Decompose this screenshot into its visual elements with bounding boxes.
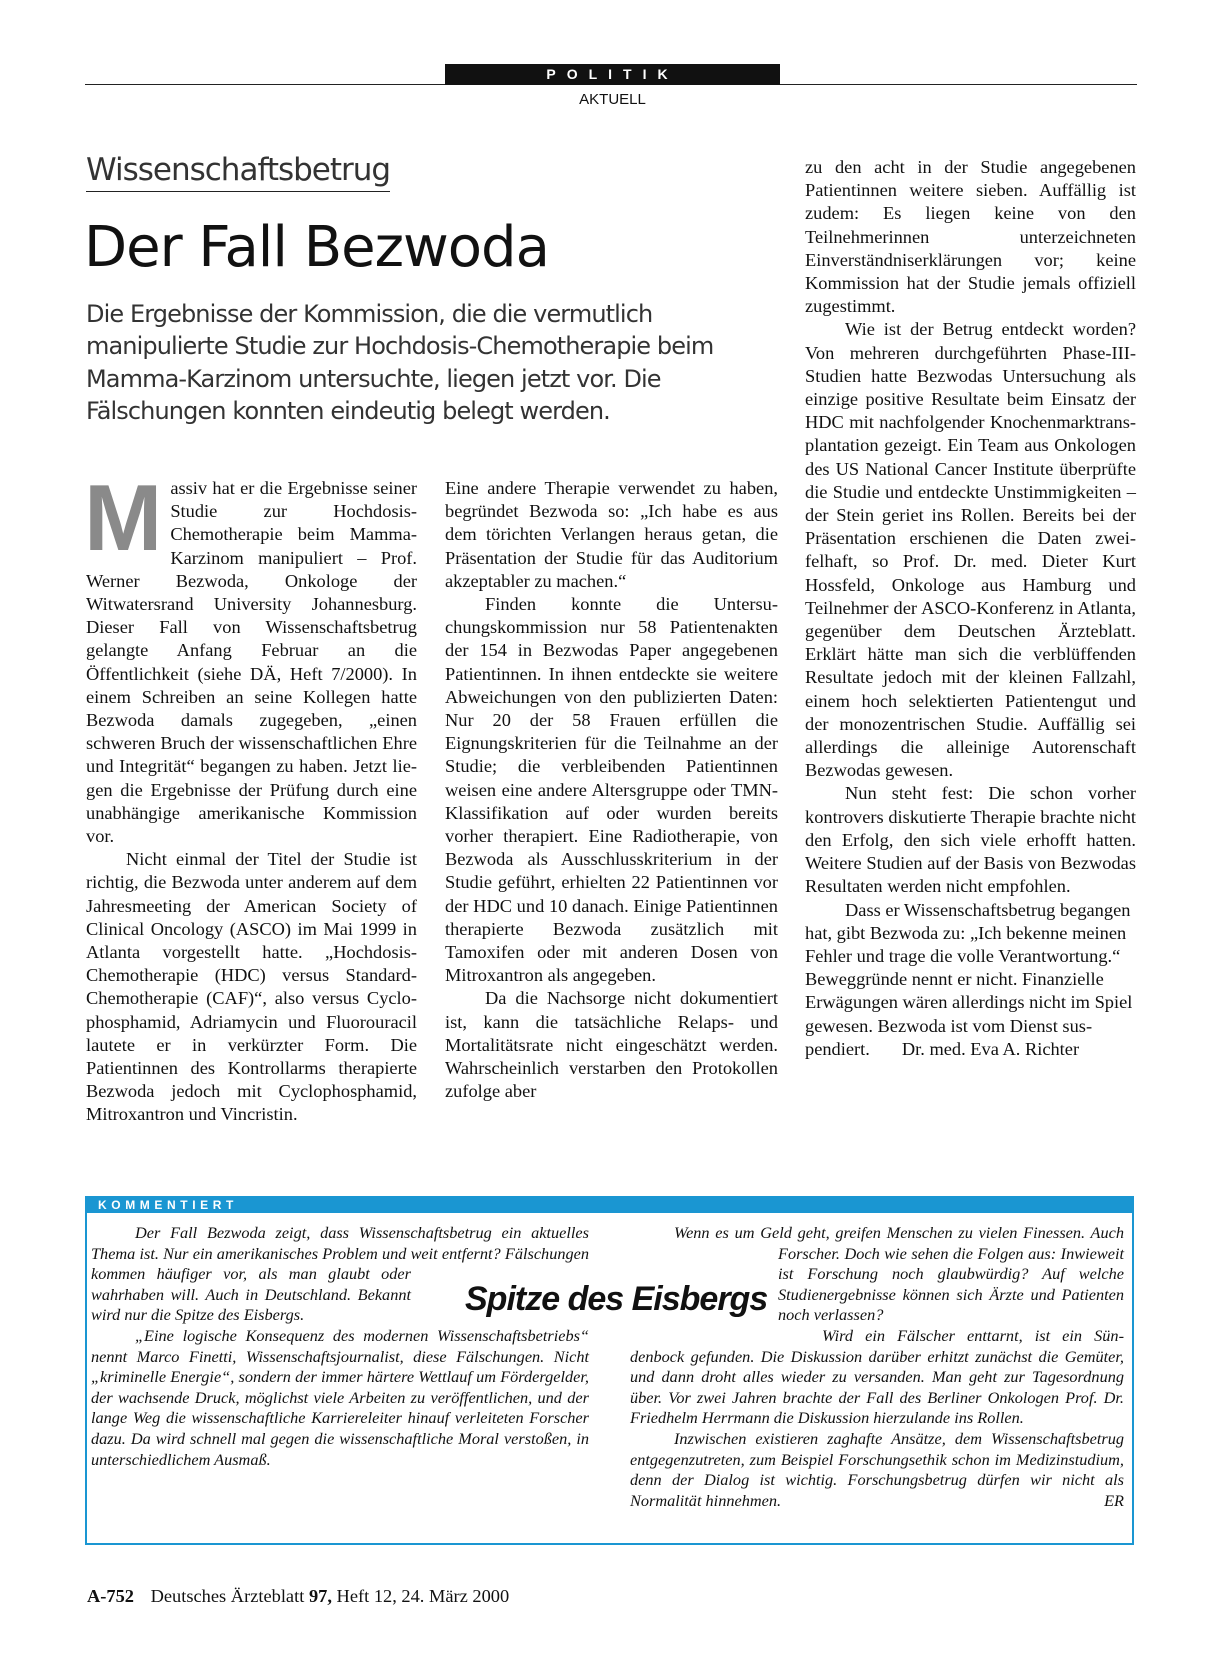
commentary-column-left xyxy=(87,1223,589,1470)
commentary-signature: ER xyxy=(1104,1490,1124,1510)
commentary-paragraph: „Eine logische Konsequenz des modernen Wissenschaftsbetriebs“ nennt Marco Finetti, Wissenschaftsjournalist, diese Fälschungen. Nicht „kriminelle Energie“, sondern der immer härtere Wettlauf um Fördergelder, der wachsende Druck, möglichst viele Arbeiten zu veröffentlichen, und der lange Weg die wissenschaftliche Karriereleiter hinauf verleiteten Forscher dazu. Da wird schnell mal gegen die wissenschaftliche Moral verstoßen, in unterschiedlichem Ausmaß. xyxy=(91,1325,589,1469)
article-lead: Die Ergebnisse der Kommission, die die vermutlich manipulierte Studie zur Hochdosis-Chemotherapie beim Mamma-Karzinom untersuchte, liegen jetzt vor. Die Fälschungen konnten eindeutig belegt werden. xyxy=(86,300,714,425)
page-footer xyxy=(87,1586,509,1607)
author-byline: Dr. med. Eva A. Richter xyxy=(901,1038,1080,1059)
commentary-paragraph: Der Fall Bezwoda zeigt, dass Wissenschaftsbetrug ein aktuelles Thema ist. Nur ein amerikanisches Problem und weit entfernt? Fälschungen kommen häufiger vor, als man glaubt oder wahrhaben will. Auch in Deutschland. Bekannt wird nur die Spitze des Eisbergs. xyxy=(91,1223,589,1325)
journal-name: Deutsches Ärzteblatt xyxy=(150,1586,305,1606)
page-number: A-752 xyxy=(87,1586,134,1606)
commentary-column-right xyxy=(630,1223,1124,1511)
journal-volume: 97, xyxy=(308,1586,332,1606)
commentary-box xyxy=(85,1196,1134,1545)
commentary-paragraph: Wird ein Fälscher enttarnt, ist ein Sündenbock gefunden. Die Diskussion darüber erhitzt zunächst die Gemüter, und dann droht alles wieder zu versanden. Man geht zur Tagesordnung über. Vor zwei Jahren brachte der Fall des Berliner Onkologen Prof. Dr. Friedhelm Herrmann die Diskussion hierzulande ins Rollen. xyxy=(630,1325,1124,1428)
paragraph: Da die Nachsorge nicht dokumentiert ist, kann die tatsächliche Relaps- und Mortalitätsrate nicht eingeschätzt werden. Wahrscheinlich verstarben den Protokollen zufolge aber xyxy=(445,988,778,1102)
paragraph: Finden konnte die Untersuchungskommission nur 58 Patientenakten der 154 in Bezwodas Paper angegebenen Patientinnen. In ihnen entdeckte sie weitere Abweichungen von den publizierten Daten: Nur 20 der 58 Frauen erfüllen die Eignungskriterien für die Teilnahme an der Studie; die verbleibenden Patientinnen weisen eine andere Altersgruppe oder TMN-Klassifikation auf oder wurden bereits vorher therapiert. Eine Radiotherapie, von Bezwoda als Ausschlusskriterium in der Studie geführt, erhielten 22 Patientinnen vor der HDC und 10 danach. Einige Patientinnen therapierte Bezwoda zusätzlich mit Tamoxifen oder mit anderen Dosen von Mitroxantron als angegeben. xyxy=(445,594,778,986)
article-column-3 xyxy=(805,156,1136,1061)
article-kicker: Wissenschaftsbetrug xyxy=(86,150,390,192)
paragraph: Nun steht fest: Die schon vorher kontrovers diskutierte Therapie brachte nicht den Erfolg, den sich viele erhofft hatten. Weitere Studien auf der Basis von Bezwodas Resultaten werden nicht empfohlen. xyxy=(805,783,1136,897)
commentary-paragraph: Inzwischen existieren zaghafte Ansätze, dem Wissenschaftsbetrug entgegenzutreten, zum Beispiel Forschungsethik schon im Medizinstudium, denn der Dialog ist wichtig. Forschungsbetrug dürfen wir nicht als Normalität hinnehmen. xyxy=(630,1428,1124,1510)
subsection-label: AKTUELL xyxy=(579,91,646,108)
section-label: POLITIK xyxy=(445,64,780,85)
paragraph: zu den acht in der Studie angegebenen Patientinnen weitere sieben. Auffällig ist zudem: Es liegen keine von den Teilnehmerinnen unterzeichneten Einverständniserklärungen vor; keine Kommission hat der Studie jemals offiziell zugestimmt. xyxy=(805,157,1136,317)
article-headline: Der Fall Bezwoda xyxy=(84,215,549,280)
paragraph: assiv hat er die Ergebnisse seiner Studie zur Hochdosis-Chemotherapie beim Mamma-Karzinom manipuliert – Prof. Werner Bezwoda, Onkologe der Witwatersrand University Johannesburg. Dieser Fall von Wissenschaftsbetrug gelangte Anfang Februar an die Öffentlichkeit (siehe DÄ, Heft 7/2000). In einem Schreiben an seine Kollegen hatte Bezwoda damals zugegeben, „einen schweren Bruch der wissenschaftlichen Ehre und Integrität“ begangen zu haben. Jetzt liegen die Ergebnisse der Prüfung durch eine unabhängige amerikanische Kommission vor. xyxy=(86,478,417,847)
drop-cap: M xyxy=(84,465,163,570)
journal-issue: Heft 12, 24. März 2000 xyxy=(336,1586,510,1606)
commentary-label: KOMMENTIERT xyxy=(98,1198,238,1212)
paragraph: Eine andere Therapie verwendet zu haben, begründet Bezwoda so: „Ich habe es aus dem törichten Verlangen heraus getan, die Präsentation der Studie für das Auditorium akzeptabler zu machen.“ xyxy=(445,478,778,591)
commentary-paragraph: Wenn es um Geld geht, greifen Menschen zu vielen Finessen. Auch Forscher. Doch wie sehen die Folgen aus: Inwieweit ist Forschung noch glaubwürdig? Auf welche Studienergebnisse können sich Ärzte und Patienten noch verlassen? xyxy=(674,1223,1124,1325)
paragraph: Wie ist der Betrug entdeckt worden? Von mehreren durchgeführten Phase-III-Studien hatte Bezwodas Untersuchung als einzige positive Resultate beim Einsatz der HDC mit nachfolgender Knochenmarktransplantation gezeigt. Ein Team aus Onkologen des US National Cancer Institute überprüfte die Studie und entdeckte Unstimmigkeiten – der Stein geriet ins Rollen. Bereits bei der Präsentation erschienen die Daten zweifelhaft, so Prof. Dr. med. Dieter Kurt Hossfeld, Onkologe aus Hamburg und Teilnehmer der ASCO-Konferenz in Atlanta, gegenüber dem Deutschen Ärzteblatt. Erklärt hätte man sich die verblüffenden Resultate jedoch mit der kleinen Fallzahl, einem hoch selektierten Patientengut und der monozentrischen Studie. Auffällig sei allerdings die alleinige Autorenschaft Bezwodas gewesen. xyxy=(805,319,1136,781)
paragraph-last xyxy=(805,899,1136,1061)
article-column-2 xyxy=(445,477,778,1103)
paragraph-text: Dass er Wissenschaftsbetrug begangen hat, gibt Bezwoda zu: „Ich bekenne meinen Fehler und trage die volle Verantwortung.“ Beweggründe nennt er nicht. Finanzielle Erwägungen wären allerdings nicht im Spiel gewesen. Bezwoda ist vom Dienst suspendiert. xyxy=(805,899,1133,1059)
article-column-1 xyxy=(84,465,417,1127)
commentary-header-bar xyxy=(87,1198,1132,1213)
commentary-title: Spitze des Eisbergs xyxy=(465,1280,768,1318)
paragraph: Nicht einmal der Titel der Studie ist richtig, die Bezwoda unter anderem auf dem Jahresmeeting der American Society of Clinical Oncology (ASCO) im Mai 1999 in Atlanta vorgestellt hatte. „Hochdosis-Chemotherapie (HDC) versus Standard-Chemotherapie (CAF)“, also versus Cyclophosphamid, Adriamycin und Fluorouracil lautete er in verkürzter Form. Die Patientinnen des Kontrollarms therapierte Bezwoda jedoch mit Cyclophosphamid, Mitroxantron und Vincristin. xyxy=(86,849,417,1125)
